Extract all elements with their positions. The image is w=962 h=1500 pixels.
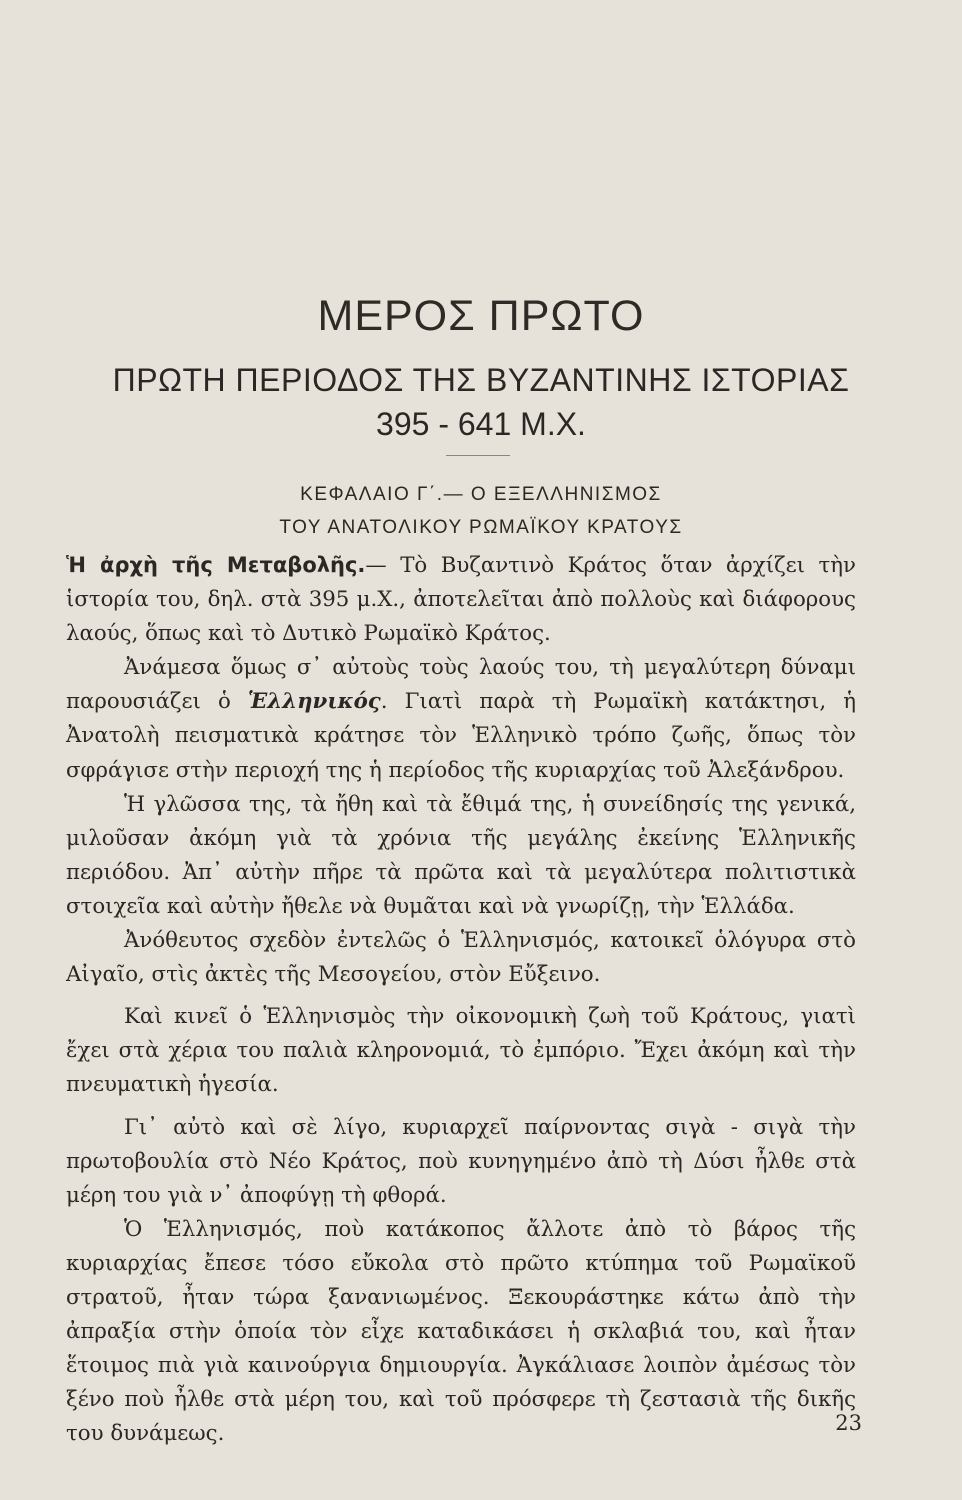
paragraph-5: Καὶ κινεῖ ὁ Ἑλληνισμὸς τὴν οἰκονομικὴ ζωὴ τοῦ Κράτους, γιατὶ ἔχει στὰ χέρια του παλιὰ κληρονομιά, τὸ ἐμπόριο. Ἔχει ἀκόμη καὶ τὴν πνευματικὴ ἡγεσία. [66, 1004, 856, 1098]
paragraph-7: Ὁ Ἑλληνισμός, ποὺ κατάκοπος ἄλλοτε ἀπὸ τὸ βάρος τῆς κυριαρχίας ἔπεσε τόσο εὔκολα στὸ πρῶτο κτύπημα τοῦ Ρωμαϊκοῦ στρατοῦ, ἦταν τώρα ξανανιωμένος. Ξεκουράστηκε κάτω ἀπὸ τὴν ἀπραξία στὴν ὁποία τὸν εἶχε καταδικάσει ἡ σκλαβιά του, καὶ ἦταν ἕτοιμος πιὰ γιὰ καινούργια δημιουργία. Ἀγκάλιασε λοιπὸν ἀμέσως τὸν ξένο ποὺ ἦλθε στὰ μέρη του, καὶ τοῦ πρόσφερε τὴ ζεστασιὰ τῆς δικῆς του δυνάμεως. [66, 1216, 856, 1447]
section-lead: Ἡ ἀρχὴ τῆς Μεταβολῆς. [66, 553, 366, 577]
chapter-heading-line-2: ΤΟΥ ΑΝΑΤΟΛΙΚΟΥ ΡΩΜΑΪΚΟΥ ΚΡΑΤΟΥΣ [279, 517, 683, 538]
paragraph-2-emphasis: Ἑλληνικός [247, 689, 381, 715]
period-years: 395 - 641 Μ.Χ. [376, 406, 586, 442]
paragraph-2-text-b: . Γιατὶ παρὰ τὴ Ρωμαϊκὴ κατάκτησι, ἡ Ἀνατολὴ πεισματικὰ κράτησε τὸν Ἑλληνικὸ τρόπο ζωῆς, ὅπως τὸν σφράγισε στὴν περιοχή της ἡ περίοδος τῆς κυριαρχίας τοῦ Ἀλεξάνδρου. [66, 689, 856, 783]
paragraph-4: Ἀνόθευτος σχεδὸν ἐντελῶς ὁ Ἑλληνισμός, κατοικεῖ ὁλόγυρα στὸ Αἰγαῖο, στὶς ἀκτὲς τῆς Μεσογείου, στὸν Εὔξεινο. [66, 928, 856, 988]
paragraph-6: Γι᾿ αὐτὸ καὶ σὲ λίγο, κυριαρχεῖ παίρνοντας σιγὰ - σιγὰ τὴν πρωτοβουλία στὸ Νέο Κράτος, ποὺ κυνηγημένο ἀπὸ τὴ Δύσι ἦλθε στὰ μέρη του γιὰ ν᾿ ἀποφύγῃ τὴ φθορά. [66, 1114, 856, 1208]
part-title: ΜΕΡΟΣ ΠΡΩΤΟ [317, 292, 645, 340]
page-number: 23 [835, 1411, 862, 1435]
period-title: ΠΡΩΤΗ ΠΕΡΙΟΔΟΣ ΤΗΣ ΒΥΖΑΝΤΙΝΗΣ ΙΣΤΟΡΙΑΣ [112, 362, 850, 398]
heading-divider [446, 455, 510, 456]
chapter-heading-line-1: ΚΕΦΑΛΑΙΟ Γ΄.— Ο ΕΞΕΛΛΗΝΙΣΜΟΣ [300, 484, 662, 505]
paragraph-1 [66, 548, 856, 651]
paragraph-2 [66, 651, 856, 787]
paragraph-3: Ἡ γλῶσσα της, τὰ ἤθη καὶ τὰ ἔθιμά της, ἡ συνείδησίς της γενικά, μιλοῦσαν ἀκόμη γιὰ τὰ χρόνια τῆς μεγάλης ἐκείνης Ἑλληνικῆς περιόδου. Ἀπ᾿ αὐτὴν πῆρε τὰ πρῶτα καὶ τὰ μεγαλύτερα πολιτιστικὰ στοιχεῖα καὶ αὐτὴν ἤθελε νὰ θυμᾶται καὶ νὰ γνωρίζῃ, τὴν Ἑλλάδα. [66, 791, 856, 919]
paragraph-1-text: — Τὸ Βυζαντινὸ Κράτος ὅταν ἀρχίζει τὴν ἱστορία του, δηλ. στὰ 395 μ.Χ., ἀποτελεῖται ἀπὸ πολλοὺς καὶ διάφορους λαούς, ὅπως καὶ τὸ Δυτικὸ Ρωμαϊκὸ Κράτος. [66, 553, 856, 647]
paragraph-2-text-a: Ἀνάμεσα ὅμως σ᾿ αὐτοὺς τοὺς λαούς του, τὴ μεγαλύτερη δύναμι παρουσιάζει ὁ [66, 655, 856, 715]
body-text [66, 548, 856, 1451]
chapter-heading [0, 478, 962, 544]
